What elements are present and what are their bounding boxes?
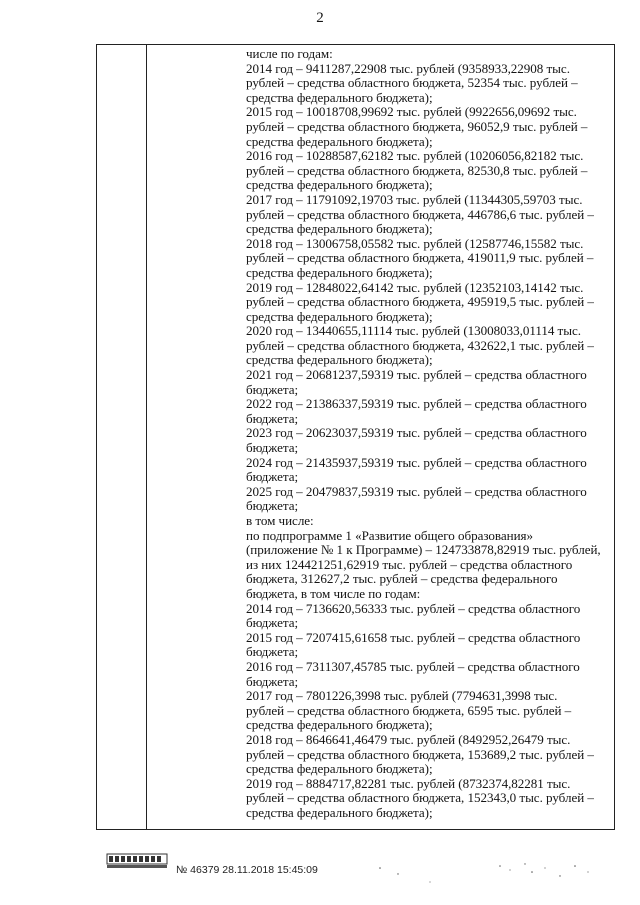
text-line: рублей – средства областного бюджета, 82530,8 тыс. рублей – bbox=[246, 162, 588, 178]
text-line: 2017 год – 7801226,3998 тыс. рублей (7794631,3998 тыс. bbox=[246, 688, 558, 704]
text-line: числе по годам: bbox=[246, 46, 333, 61]
text-line: 2018 год – 13006758,05582 тыс. рублей (12587746,15582 тыс. bbox=[246, 235, 584, 251]
text-line: 2016 год – 10288587,62182 тыс. рублей (10206056,82182 тыс. bbox=[246, 148, 584, 164]
text-line: средства федерального бюджета); bbox=[246, 133, 433, 149]
text-line: рублей – средства областного бюджета, 96052,9 тыс. рублей – bbox=[246, 118, 588, 134]
text-line: средства федерального бюджета); bbox=[246, 89, 433, 105]
registration-stamp: № 46379 28.11.2018 15:45:09 bbox=[176, 864, 318, 876]
text-line: 2016 год – 7311307,45785 тыс. рублей – средства областного bbox=[246, 658, 580, 674]
text-line: бюджета; bbox=[246, 673, 299, 689]
text-line: средства федерального бюджета); bbox=[246, 221, 433, 237]
text-line: из них 124421251,62919 тыс. рублей – средства областного bbox=[246, 556, 573, 572]
text-line: бюджета; bbox=[246, 440, 299, 456]
text-line: бюджета; bbox=[246, 410, 299, 426]
text-line: рублей – средства областного бюджета, 152343,0 тыс. рублей – bbox=[246, 790, 594, 806]
text-line: 2015 год – 7207415,61658 тыс. рублей – средства областного bbox=[246, 629, 581, 645]
text-line: 2015 год – 10018708,99692 тыс. рублей (9922656,09692 тыс. bbox=[246, 104, 577, 120]
text-line: средства федерального бюджета); bbox=[246, 761, 433, 777]
text-line: 2023 год – 20623037,59319 тыс. рублей – средства областного bbox=[246, 425, 587, 441]
text-line: бюджета; bbox=[246, 498, 299, 514]
text-line: 2022 год – 21386337,59319 тыс. рублей – средства областного bbox=[246, 396, 587, 412]
text-line: 2020 год – 13440655,11114 тыс. рублей (13008033,01114 тыс. bbox=[246, 323, 581, 339]
text-line: 2024 год – 21435937,59319 тыс. рублей – средства областного bbox=[246, 454, 587, 470]
text-line: бюджета; bbox=[246, 381, 299, 397]
scan-speckles bbox=[350, 860, 610, 900]
text-line: рублей – средства областного бюджета, 495919,5 тыс. рублей – bbox=[246, 294, 594, 310]
text-line: 2025 год – 20479837,59319 тыс. рублей – средства областного bbox=[246, 483, 587, 499]
text-line: бюджета; bbox=[246, 615, 299, 631]
text-line: средства федерального бюджета); bbox=[246, 717, 433, 733]
text-line: 2014 год – 9411287,22908 тыс. рублей (9358933,22908 тыс. bbox=[246, 60, 570, 76]
text-line: рублей – средства областного бюджета, 153689,2 тыс. рублей – bbox=[246, 746, 594, 762]
text-line: бюджета, 312627,2 тыс. рублей – средства федерального bbox=[246, 571, 558, 587]
text-line: бюджета; bbox=[246, 644, 299, 660]
text-line: рублей – средства областного бюджета, 446786,6 тыс. рублей – bbox=[246, 206, 594, 222]
text-line: бюджета; bbox=[246, 469, 299, 485]
text-line: средства федерального бюджета); bbox=[246, 264, 433, 280]
text-line: рублей – средства областного бюджета, 432622,1 тыс. рублей – bbox=[246, 337, 594, 353]
page-number: 2 bbox=[316, 10, 324, 26]
text-line: 2019 год – 8884717,82281 тыс. рублей (8732374,82281 тыс. bbox=[246, 775, 571, 791]
text-line: средства федерального бюджета); bbox=[246, 308, 433, 324]
printing-house-logo bbox=[106, 852, 168, 870]
text-line: средства федерального бюджета); bbox=[246, 352, 433, 368]
text-line: бюджета, в том числе по годам: bbox=[246, 585, 421, 601]
text-line: средства федерального бюджета); bbox=[246, 177, 433, 193]
text-line: рублей – средства областного бюджета, 419011,9 тыс. рублей – bbox=[246, 250, 594, 266]
text-line: средства федерального бюджета); bbox=[246, 804, 433, 820]
text-line: 2017 год – 11791092,19703 тыс. рублей (11344305,59703 тыс. bbox=[246, 191, 583, 207]
text-line: по подпрограмме 1 «Развитие общего образования» bbox=[246, 527, 534, 543]
text-line: 2018 год – 8646641,46479 тыс. рублей (8492952,26479 тыс. bbox=[246, 731, 571, 747]
text-line: 2021 год – 20681237,59319 тыс. рублей – средства областного bbox=[246, 367, 587, 383]
column-divider bbox=[146, 44, 147, 830]
text-line: в том числе: bbox=[246, 513, 314, 528]
text-line: 2019 год – 12848022,64142 тыс. рублей (12352103,14142 тыс. bbox=[246, 279, 584, 295]
text-line: (приложение № 1 к Программе) – 124733878,82919 тыс. рублей, bbox=[246, 542, 601, 558]
table-cell-content bbox=[246, 47, 612, 820]
text-line: рублей – средства областного бюджета, 6595 тыс. рублей – bbox=[246, 702, 572, 718]
text-line: 2014 год – 7136620,56333 тыс. рублей – средства областного bbox=[246, 600, 581, 616]
text-line: рублей – средства областного бюджета, 52354 тыс. рублей – bbox=[246, 75, 578, 91]
